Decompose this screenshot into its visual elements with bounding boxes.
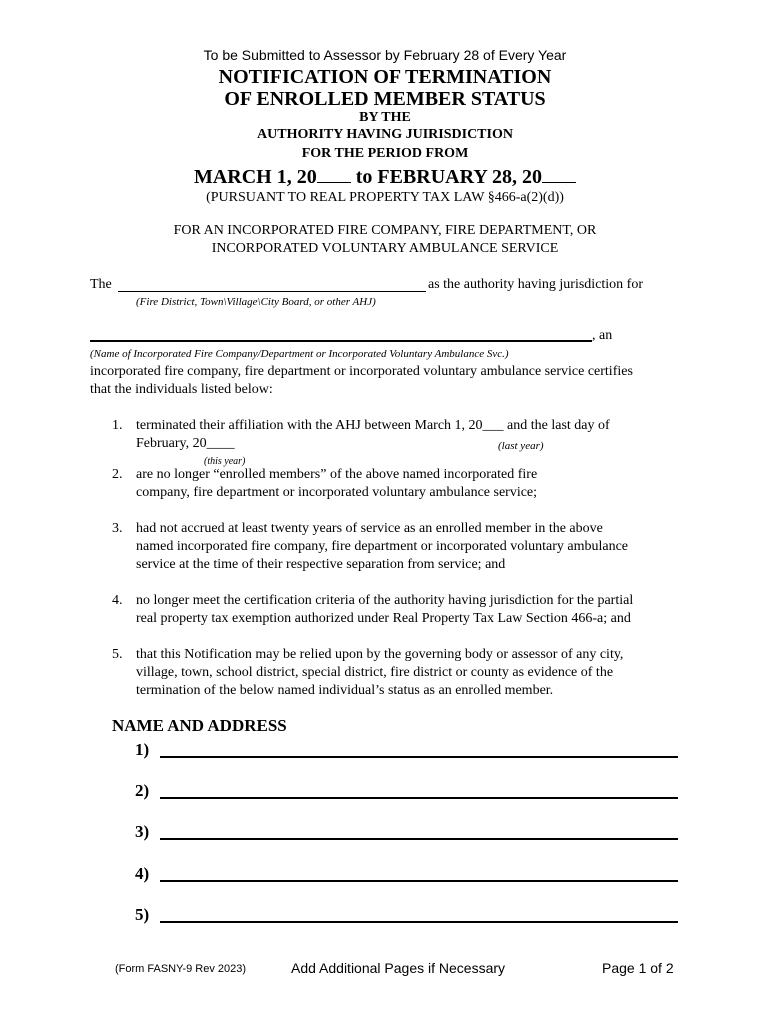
add-pages-note: Add Additional Pages if Necessary	[291, 960, 506, 976]
item-text-line: had not accrued at least twenty years of service as an enrolled member in the above	[136, 521, 603, 536]
period-start-year-field[interactable]	[317, 182, 351, 183]
entry-number: 3)	[135, 822, 150, 841]
an-text: , an	[592, 328, 613, 343]
ahj-name-field[interactable]	[118, 291, 426, 292]
name-address-field-5[interactable]	[160, 921, 678, 923]
item-text-line: February, 20____	[136, 436, 235, 451]
item-text-line: no longer meet the certification criteria of the authority having jurisdiction for the partial	[136, 593, 634, 608]
authority-label: AUTHORITY HAVING JUIRISDICTION	[257, 127, 513, 142]
pursuant-note: (PURSUANT TO REAL PROPERTY TAX LAW §466-a(2)(d))	[206, 190, 564, 205]
period-from-label: FOR THE PERIOD FROM	[301, 146, 469, 161]
submit-note: To be Submitted to Assessor by February 28 of Every Year	[203, 47, 567, 63]
last-year-caption: (last year)	[498, 440, 544, 452]
company-name-field[interactable]	[90, 340, 592, 342]
item-text-line: termination of the below named individual’s status as an enrolled member.	[136, 683, 554, 698]
company-caption: (Name of Incorporated Fire Company/Department or Incorporated Voluntary Ambulance Svc.)	[90, 348, 509, 360]
item-text-line: that this Notification may be relied upon by the governing body or assessor of any city,	[136, 647, 624, 662]
name-address-field-2[interactable]	[160, 797, 678, 799]
as-authority-text: as the authority having jurisdiction for	[428, 277, 644, 292]
item-text-line: service at the time of their respective separation from service; and	[136, 557, 506, 572]
item-text-line: named incorporated fire company, fire department or incorporated voluntary ambulance	[136, 539, 628, 554]
period-start-text: MARCH 1, 20	[193, 166, 317, 188]
item-number: 5.	[112, 647, 123, 662]
entry-number: 5)	[135, 905, 150, 924]
by-the-label: BY THE	[359, 110, 411, 125]
name-address-field-4[interactable]	[160, 880, 678, 882]
entry-number: 1)	[135, 740, 150, 759]
for-line1: FOR AN INCORPORATED FIRE COMPANY, FIRE DEPARTMENT, OR	[173, 223, 597, 238]
for-line2: INCORPORATED VOLUNTARY AMBULANCE SERVICE	[211, 241, 559, 256]
item-number: 3.	[112, 521, 123, 536]
form-id: (Form FASNY-9 Rev 2023)	[115, 963, 247, 975]
this-year-caption: (this year)	[204, 456, 246, 467]
period-end-text: to FEBRUARY 28, 20	[350, 166, 543, 188]
item-number: 2.	[112, 467, 123, 482]
item-number: 1.	[112, 418, 123, 433]
name-address-field-3[interactable]	[160, 838, 678, 840]
period-end-year-field[interactable]	[542, 182, 576, 183]
ahj-caption: (Fire District, Town\Village\City Board, or other AHJ)	[136, 296, 376, 308]
period-range	[0, 166, 770, 189]
form-title-line2: OF ENROLLED MEMBER STATUS	[224, 88, 546, 110]
item-text-line: real property tax exemption authorized under Real Property Tax Law Section 466-a; and	[136, 611, 631, 626]
form-title-line1: NOTIFICATION OF TERMINATION	[218, 66, 552, 88]
item-text-line: village, town, school district, special district, fire district or county as evidence of the	[136, 665, 614, 680]
certify-line1: incorporated fire company, fire department or incorporated voluntary ambulance service certifies	[90, 364, 633, 379]
item-number: 4.	[112, 593, 123, 608]
page-number: Page 1 of 2	[602, 960, 674, 976]
entry-number: 2)	[135, 781, 150, 800]
entry-number: 4)	[135, 864, 150, 883]
name-address-field-1[interactable]	[160, 756, 678, 758]
item-text-line: terminated their affiliation with the AHJ between March 1, 20___ and the last day of	[136, 418, 610, 433]
the-label: The	[90, 277, 112, 292]
item-text-line: company, fire department or incorporated voluntary ambulance service;	[136, 485, 538, 500]
item-text-line: are no longer “enrolled members” of the above named incorporated fire	[136, 467, 538, 482]
name-address-heading: NAME AND ADDRESS	[112, 716, 287, 735]
certify-line2: that the individuals listed below:	[90, 382, 273, 397]
